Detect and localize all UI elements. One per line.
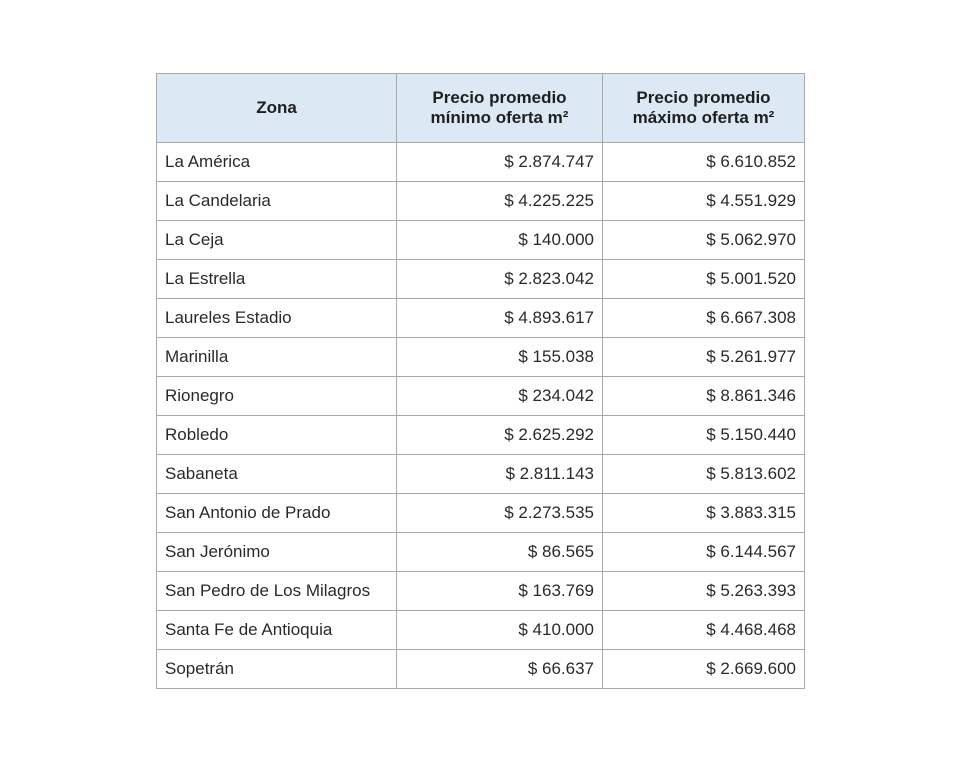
min-price-cell: $ 4.225.225 xyxy=(397,182,603,221)
table-row xyxy=(157,143,805,182)
table-row xyxy=(157,494,805,533)
table-row xyxy=(157,377,805,416)
zona-cell: La Estrella xyxy=(157,260,397,299)
max-price-cell: $ 5.150.440 xyxy=(603,416,805,455)
zona-cell: San Jerónimo xyxy=(157,533,397,572)
zona-cell: Sabaneta xyxy=(157,455,397,494)
table-row xyxy=(157,611,805,650)
max-price-cell: $ 6.610.852 xyxy=(603,143,805,182)
table-body xyxy=(157,143,805,689)
max-price-cell: $ 6.144.567 xyxy=(603,533,805,572)
max-price-cell: $ 3.883.315 xyxy=(603,494,805,533)
table-row xyxy=(157,338,805,377)
table-row xyxy=(157,650,805,689)
header-max-price: Precio promedio máximo oferta m² xyxy=(603,74,805,143)
min-price-cell: $ 2.823.042 xyxy=(397,260,603,299)
table-row xyxy=(157,416,805,455)
zona-cell: La Candelaria xyxy=(157,182,397,221)
min-price-cell: $ 66.637 xyxy=(397,650,603,689)
min-price-cell: $ 163.769 xyxy=(397,572,603,611)
zona-cell: La América xyxy=(157,143,397,182)
min-price-cell: $ 410.000 xyxy=(397,611,603,650)
zona-cell: Robledo xyxy=(157,416,397,455)
zona-cell: Santa Fe de Antioquia xyxy=(157,611,397,650)
max-price-cell: $ 2.669.600 xyxy=(603,650,805,689)
header-min-price: Precio promedio mínimo oferta m² xyxy=(397,74,603,143)
max-price-cell: $ 5.062.970 xyxy=(603,221,805,260)
max-price-cell: $ 5.263.393 xyxy=(603,572,805,611)
table-row xyxy=(157,182,805,221)
max-price-cell: $ 4.468.468 xyxy=(603,611,805,650)
min-price-cell: $ 2.874.747 xyxy=(397,143,603,182)
zona-cell: Marinilla xyxy=(157,338,397,377)
max-price-cell: $ 5.813.602 xyxy=(603,455,805,494)
min-price-cell: $ 4.893.617 xyxy=(397,299,603,338)
min-price-cell: $ 2.811.143 xyxy=(397,455,603,494)
zona-cell: Laureles Estadio xyxy=(157,299,397,338)
zona-cell: Rionegro xyxy=(157,377,397,416)
table-row xyxy=(157,572,805,611)
zona-cell: San Pedro de Los Milagros xyxy=(157,572,397,611)
table-header xyxy=(157,74,805,143)
min-price-cell: $ 155.038 xyxy=(397,338,603,377)
zona-cell: Sopetrán xyxy=(157,650,397,689)
zona-cell: La Ceja xyxy=(157,221,397,260)
table-row xyxy=(157,260,805,299)
max-price-cell: $ 5.261.977 xyxy=(603,338,805,377)
min-price-cell: $ 2.273.535 xyxy=(397,494,603,533)
max-price-cell: $ 6.667.308 xyxy=(603,299,805,338)
max-price-cell: $ 5.001.520 xyxy=(603,260,805,299)
header-row xyxy=(157,74,805,143)
table-row xyxy=(157,221,805,260)
table-row xyxy=(157,533,805,572)
price-table-container xyxy=(156,73,804,689)
max-price-cell: $ 4.551.929 xyxy=(603,182,805,221)
header-zona: Zona xyxy=(157,74,397,143)
table-row xyxy=(157,455,805,494)
zona-cell: San Antonio de Prado xyxy=(157,494,397,533)
min-price-cell: $ 86.565 xyxy=(397,533,603,572)
table-row xyxy=(157,299,805,338)
max-price-cell: $ 8.861.346 xyxy=(603,377,805,416)
price-table xyxy=(156,73,805,689)
min-price-cell: $ 140.000 xyxy=(397,221,603,260)
min-price-cell: $ 2.625.292 xyxy=(397,416,603,455)
min-price-cell: $ 234.042 xyxy=(397,377,603,416)
